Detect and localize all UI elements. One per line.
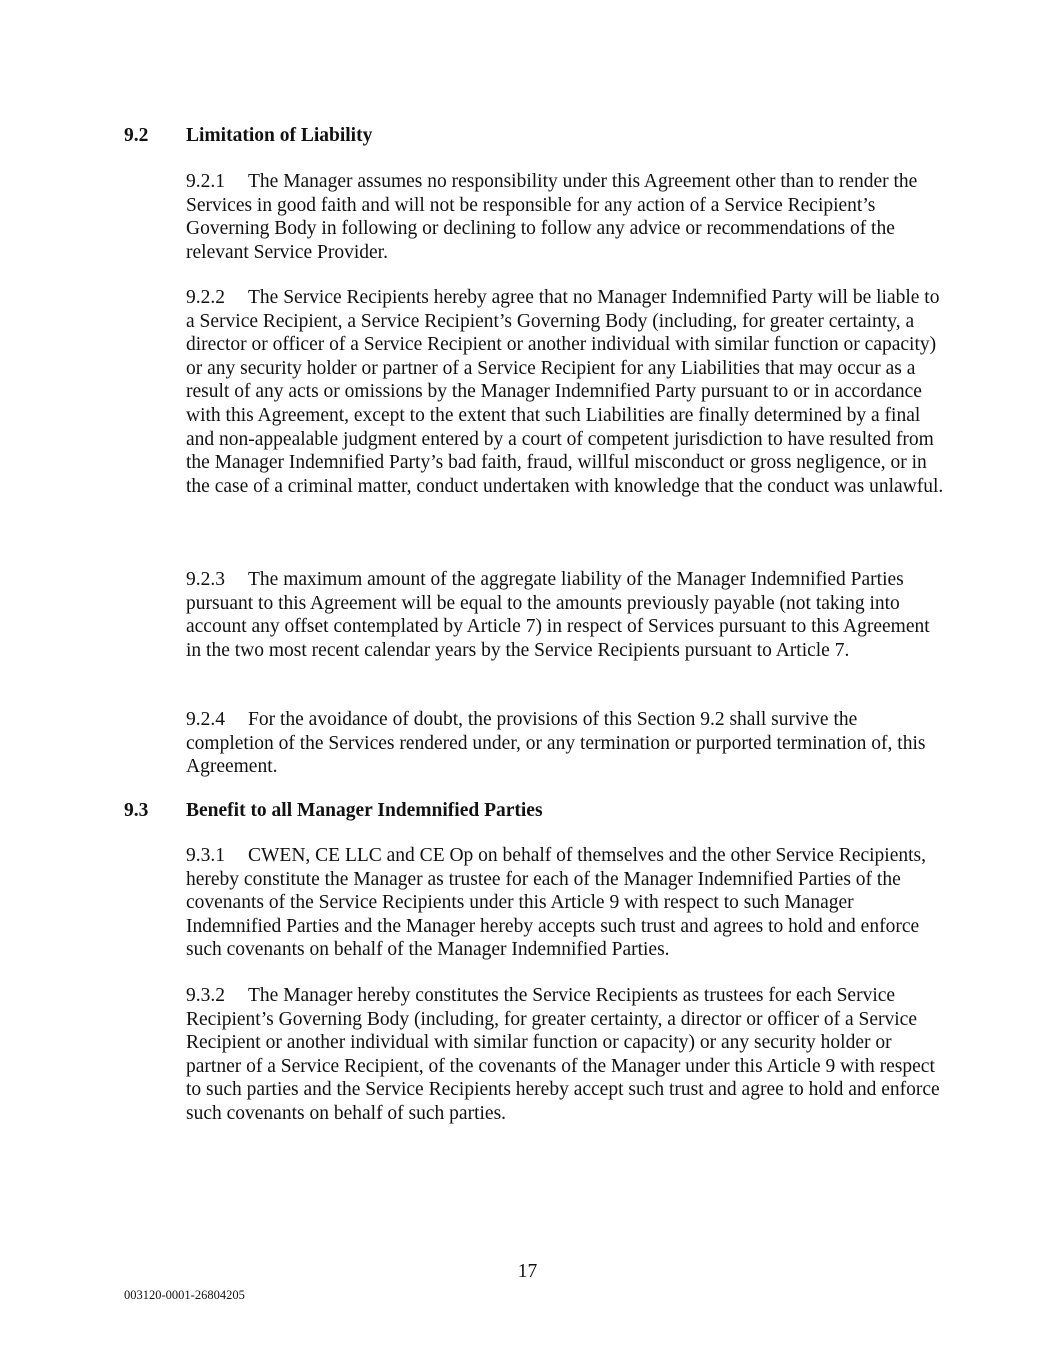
paragraph-text: The Manager assumes no responsibility under this Agreement other than to render the Services in good faith and will not be responsible for any action of a Service Recipient’s Governing Body in following or declining to follow any advice or recommendations of the relevant Service Provider. xyxy=(186,171,918,263)
paragraph-number: 9.2.1 xyxy=(186,171,225,192)
paragraph-9-3-1 xyxy=(186,844,946,962)
page-number: 17 xyxy=(517,1261,538,1282)
paragraph-text: The maximum amount of the aggregate liability of the Manager Indemnified Parties pursuant to this Agreement will be equal to the amounts previously payable (not taking into account any offset contemplated by Article 7) in respect of Services pursuant to this Agreement in the two most recent calendar years by the Service Recipients pursuant to Article 7. xyxy=(186,569,930,661)
paragraph-number: 9.2.2 xyxy=(186,287,225,308)
document-id: 003120-0001-26804205 xyxy=(124,1288,245,1302)
paragraph-9-2-2 xyxy=(186,286,946,498)
paragraph-text: CWEN, CE LLC and CE Op on behalf of themselves and the other Service Recipients, hereby constitute the Manager as trustee for each of the Manager Indemnified Parties of the covenants of the Service Recipients under this Article 9 with respect to such Manager Indemnified Parties and the Manager hereby accepts such trust and agrees to hold and enforce such covenants on behalf of the Manager Indemnified Parties. xyxy=(186,845,926,961)
paragraph-text: For the avoidance of doubt, the provisions of this Section 9.2 shall survive the completion of the Services rendered under, or any termination or purported termination of, this Agreement. xyxy=(186,709,926,778)
paragraph-number: 9.2.4 xyxy=(186,709,225,730)
section-heading-9-2 xyxy=(124,124,372,148)
paragraph-9-2-3 xyxy=(186,568,946,662)
section-number: 9.3 xyxy=(124,800,149,821)
section-title: Limitation of Liability xyxy=(186,125,373,146)
paragraph-9-2-4 xyxy=(186,708,946,779)
section-number: 9.2 xyxy=(124,125,149,146)
paragraph-9-2-1 xyxy=(186,170,946,264)
paragraph-text: The Manager hereby constitutes the Service Recipients as trustees for each Service Recipient’s Governing Body (including, for greater certainty, a director or officer of a Service Recipient or another individual with similar function or capacity) or any security holder or partner of a Service Recipient, of the covenants of the Manager under this Article 9 with respect to such parties and the Service Recipients hereby accept such trust and agree to hold and enforce such covenants on behalf of such parties. xyxy=(186,985,940,1124)
paragraph-number: 9.3.2 xyxy=(186,985,225,1006)
section-title: Benefit to all Manager Indemnified Parties xyxy=(186,800,543,821)
paragraph-text: The Service Recipients hereby agree that no Manager Indemnified Party will be liable to a Service Recipient, a Service Recipient’s Governing Body (including, for greater certainty, a director or officer of a Service Recipient or another individual with similar function or capacity) or any security holder or partner of a Service Recipient for any Liabilities that may occur as a result of any acts or omissions by the Manager Indemnified Party pursuant to or in accordance with this Agreement, except to the extent that such Liabilities are finally determined by a final and non-appealable judgment entered by a court of competent jurisdiction to have resulted from the Manager Indemnified Party’s bad faith, fraud, willful misconduct or gross negligence, or in the case of a criminal matter, conduct undertaken with knowledge that the conduct was unlawful. xyxy=(186,287,944,497)
paragraph-number: 9.3.1 xyxy=(186,845,225,866)
section-heading-9-3 xyxy=(124,799,543,823)
paragraph-9-3-2 xyxy=(186,984,946,1126)
paragraph-number: 9.2.3 xyxy=(186,569,225,590)
